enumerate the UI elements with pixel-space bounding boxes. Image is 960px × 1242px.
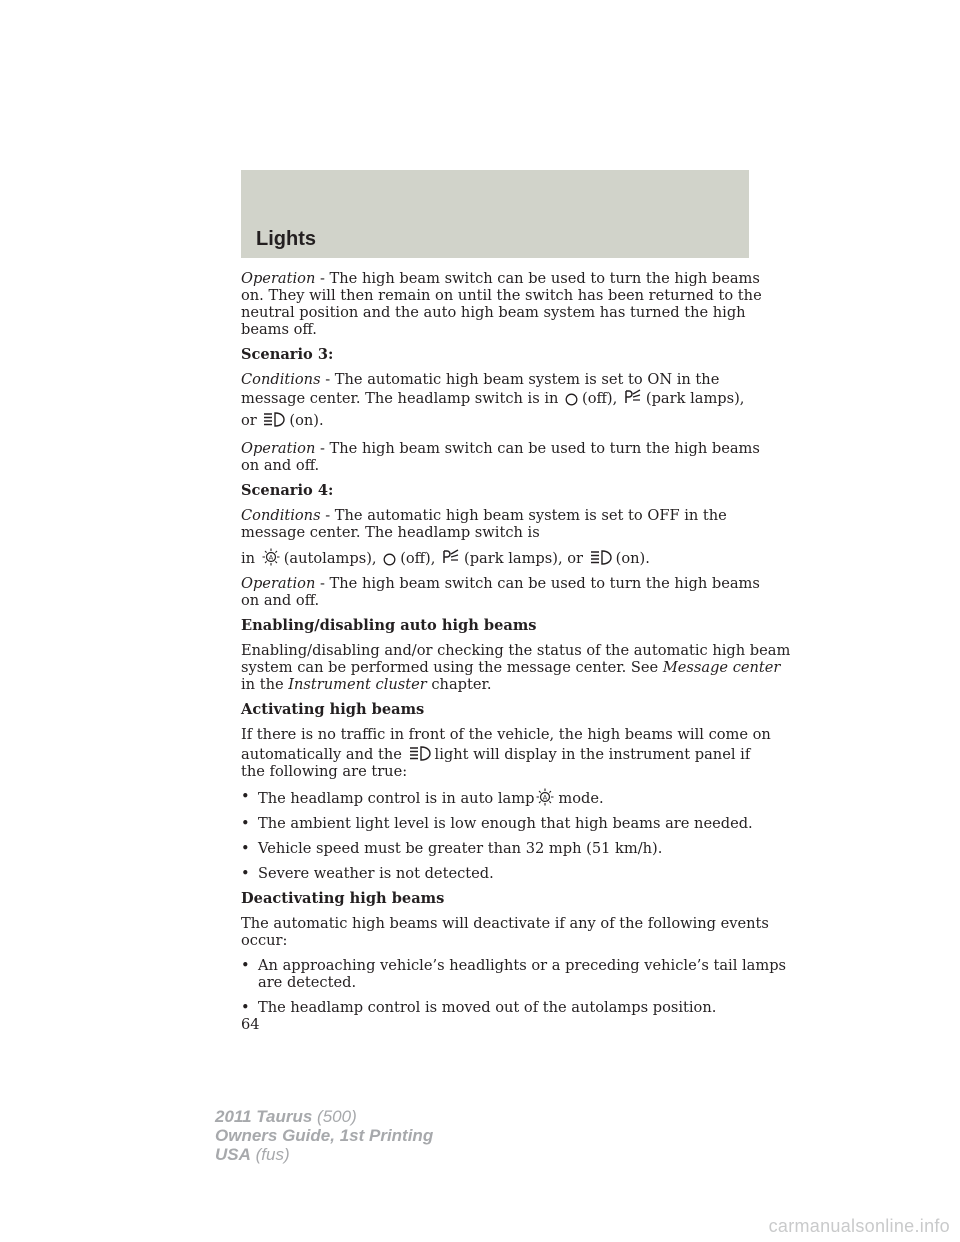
document-footer: 2011 Taurus (500) Owners Guide, 1st Printing USA (fus) bbox=[215, 1107, 434, 1164]
operation-label: Operation bbox=[241, 270, 316, 287]
svg-text:A: A bbox=[268, 553, 273, 562]
list-item: • The ambient light level is low enough that high beams are needed. bbox=[241, 815, 753, 832]
high-beam-indicator-icon bbox=[409, 745, 431, 762]
activating-heading: Activating high beams bbox=[241, 701, 425, 718]
autolamps-icon bbox=[262, 548, 280, 566]
deactivating-paragraph: The automatic high beams will deactivate if any of the following events occur: bbox=[241, 915, 769, 949]
activating-paragraph: If there is no traffic in front of the vehicle, the high beams will come on automatically and the light will display in the instrument panel if the following are true: bbox=[241, 726, 771, 780]
headlamps-on-icon bbox=[590, 549, 612, 566]
operation-paragraph-3: Operation - The high beam switch can be used to turn the high beams on and off. bbox=[241, 440, 760, 474]
scenario-4-heading: Scenario 4: bbox=[241, 482, 334, 499]
conditions-paragraph-4: Conditions - The automatic high beam system is set to OFF in the message center. The headlamp switch is in A (autolamps), (off), (park lamps), or (on). bbox=[241, 507, 727, 567]
enabling-heading: Enabling/disabling auto high beams bbox=[241, 617, 537, 634]
svg-text:A: A bbox=[543, 793, 548, 802]
list-item: • The headlamp control is in auto lamp A mode. bbox=[241, 788, 604, 807]
list-item: • Vehicle speed must be greater than 32 mph (51 km/h). bbox=[241, 840, 663, 857]
list-item: • Severe weather is not detected. bbox=[241, 865, 494, 882]
page-number: 64 bbox=[241, 1016, 260, 1033]
operation-paragraph-4: Operation - The high beam switch can be used to turn the high beams on and off. bbox=[241, 575, 760, 609]
section-header-band bbox=[241, 170, 749, 258]
autolamps-icon bbox=[536, 788, 554, 806]
operation-paragraph-1: Operation - The high beam switch can be used to turn the high beams on. They will then remain on until the switch has been returned to the neutral position and the auto high beam system has turned the high beams off. bbox=[241, 270, 762, 338]
off-position-icon bbox=[565, 393, 578, 406]
message-center-reference: Message center bbox=[662, 659, 781, 676]
off-position-icon bbox=[383, 553, 396, 566]
page-content bbox=[241, 270, 791, 1033]
instrument-cluster-reference: Instrument cluster bbox=[288, 676, 427, 693]
scenario-3-heading: Scenario 3: bbox=[241, 346, 334, 363]
section-title: Lights bbox=[256, 228, 316, 250]
watermark: carmanualsonline.info bbox=[768, 1216, 950, 1236]
list-item: • An approaching vehicle’s headlights or a preceding vehicle’s tail lamps are detected. bbox=[241, 957, 787, 991]
deactivating-heading: Deactivating high beams bbox=[241, 890, 445, 907]
park-lamps-icon bbox=[442, 549, 460, 566]
list-item: • The headlamp control is moved out of the autolamps position. bbox=[241, 999, 717, 1016]
headlamps-on-icon bbox=[263, 411, 285, 428]
conditions-paragraph-3: Conditions - The automatic high beam system is set to ON in the message center. The headlamp switch is in (off), (park lamps), or (on). bbox=[241, 371, 745, 429]
park-lamps-icon bbox=[624, 389, 642, 406]
enabling-paragraph: Enabling/disabling and/or checking the status of the automatic high beam system can be performed using the message center. See Message center in the Instrument cluster chapter. bbox=[241, 642, 791, 693]
